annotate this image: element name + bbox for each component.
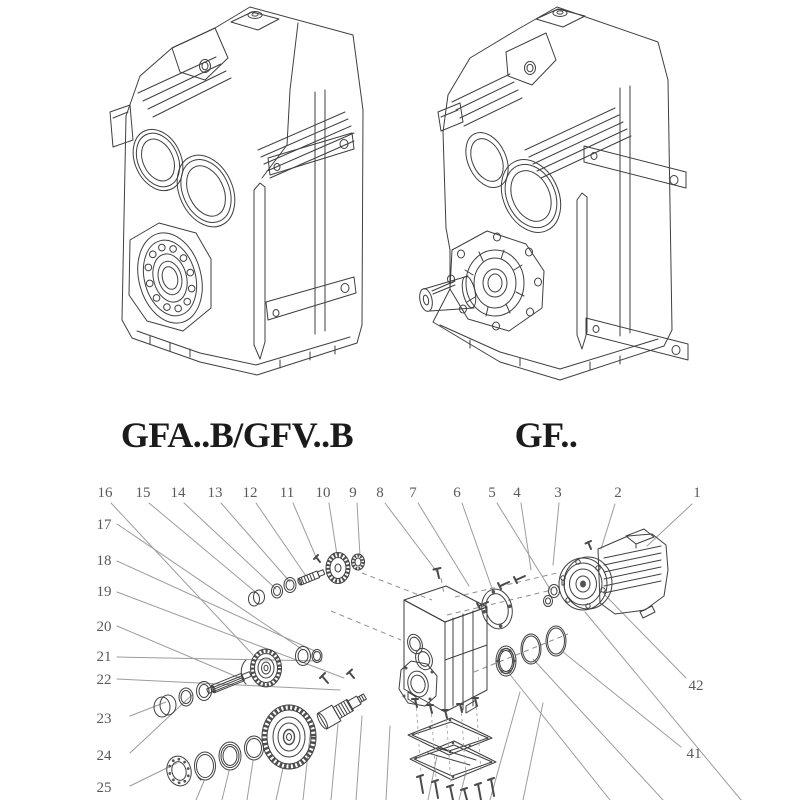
callout-17: 17: [96, 517, 112, 533]
callout-9: 9: [349, 485, 357, 501]
callout-18: 18: [96, 553, 112, 569]
callout-20: 20: [96, 619, 112, 635]
callout-19: 19: [96, 584, 112, 600]
callout-25: 25: [96, 780, 112, 796]
callout-4: 4: [513, 485, 521, 501]
callout-1: 1: [693, 485, 701, 501]
callout-23: 23: [96, 711, 112, 727]
callout-10: 10: [315, 485, 331, 501]
callout-5: 5: [488, 485, 496, 501]
callout-8: 8: [376, 485, 384, 501]
callout-16: 16: [97, 485, 113, 501]
callout-13: 13: [207, 485, 223, 501]
callout-22: 22: [96, 672, 112, 688]
callout-15: 15: [135, 485, 151, 501]
callout-42: 42: [688, 678, 704, 694]
callout-3: 3: [554, 485, 562, 501]
callout-24: 24: [96, 748, 112, 764]
callout-21: 21: [96, 649, 112, 665]
callout-11: 11: [279, 485, 295, 501]
label-gfa-gfv: GFA..B/GFV..B: [120, 415, 354, 455]
callout-41: 41: [686, 746, 702, 762]
callout-14: 14: [170, 485, 186, 501]
callout-12: 12: [242, 485, 258, 501]
callout-6: 6: [453, 485, 461, 501]
callout-2: 2: [614, 485, 622, 501]
callout-7: 7: [409, 485, 417, 501]
label-gf: GF..: [514, 415, 578, 455]
